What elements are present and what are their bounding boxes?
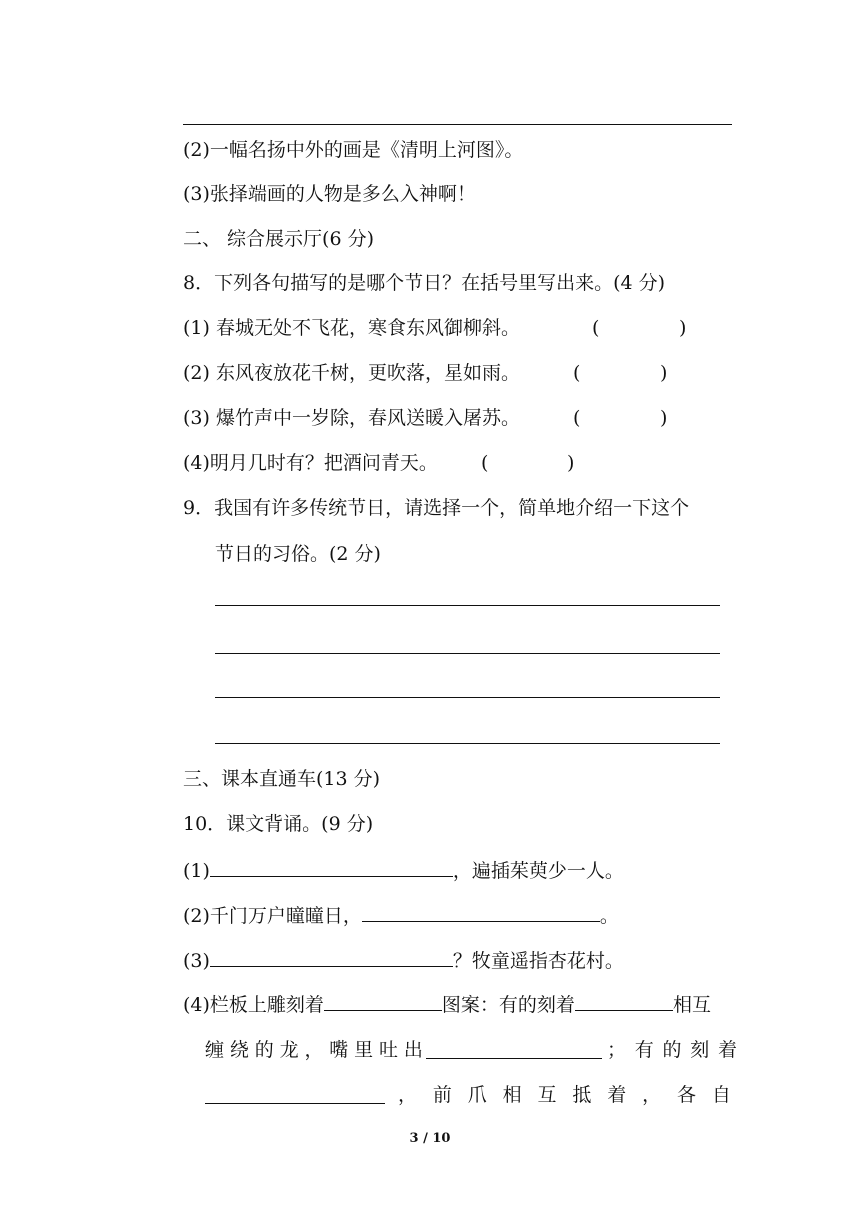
char: 着	[717, 1039, 737, 1061]
char: 刻	[690, 1039, 710, 1061]
q10-1-blank[interactable]	[210, 856, 453, 877]
q8-item-1: (1) 春城无处不飞花，寒食东风御柳斜。	[183, 317, 520, 339]
q8-4-paren-open: (	[481, 452, 489, 474]
q8-4-paren-close: )	[567, 452, 575, 474]
q10-4-blank-2[interactable]	[575, 990, 673, 1011]
q8-1-paren-open: (	[592, 317, 600, 339]
answer-line-4[interactable]	[215, 743, 720, 744]
char: 自	[711, 1084, 731, 1106]
q10-1-prefix: (1)	[183, 860, 210, 882]
q10-item-1	[183, 856, 624, 885]
q10-4-blank-1[interactable]	[324, 990, 442, 1011]
answer-line-2[interactable]	[215, 653, 720, 654]
char: 缠	[205, 1039, 225, 1061]
char: 的	[662, 1039, 682, 1061]
question-9-continued: 节日的习俗。(2 分)	[215, 543, 381, 565]
char: 绕	[229, 1039, 249, 1061]
q10-2-suffix: 。	[599, 905, 619, 927]
q10-4-blank-3[interactable]	[426, 1038, 602, 1059]
item-3-text: (3)张择端画的人物是多么入神啊！	[183, 183, 476, 205]
char: ，	[304, 1039, 324, 1061]
section-3-heading: 三、课本直通车(13 分)	[183, 768, 381, 790]
question-10: 10．课文背诵。(9 分)	[183, 813, 374, 835]
question-8: 8．下列各句描写的是哪个节日？在括号里写出来。(4 分)	[183, 272, 666, 294]
q8-item-2: (2) 东风夜放花千树，更吹落，星如雨。	[183, 362, 520, 384]
q10-1-suffix: ，遍插茱萸少一人。	[452, 860, 624, 882]
char: 龙	[279, 1039, 299, 1061]
char: 相	[502, 1084, 522, 1106]
q10-4-blank-4[interactable]	[205, 1083, 385, 1104]
q8-2-paren-open: (	[573, 362, 581, 384]
char: 爪	[467, 1084, 487, 1106]
question-9: 9．我国有许多传统节日，请选择一个，简单地介绍一下这个	[183, 497, 690, 519]
char: 前	[432, 1084, 452, 1106]
char: 里	[354, 1039, 374, 1061]
q10-3-suffix: ？牧童遥指杏花村。	[452, 950, 624, 972]
char: 着	[607, 1084, 627, 1106]
section-2-heading: 二、 综合展示厅(6 分)	[183, 228, 374, 250]
char: 吐	[379, 1039, 399, 1061]
q10-4-line2-words-b	[607, 1036, 737, 1064]
char: 出	[403, 1039, 423, 1061]
answer-line-3[interactable]	[215, 697, 720, 698]
q10-item-3	[183, 946, 624, 975]
q10-4-line2-words	[205, 1036, 423, 1064]
q8-1-paren-close: )	[679, 317, 687, 339]
char: 互	[537, 1084, 557, 1106]
q10-4-mid-1: 图案：有的刻着	[441, 994, 575, 1016]
q8-item-3: (3) 爆竹声中一岁除，春风送暖入屠苏。	[183, 407, 520, 429]
char: ；	[607, 1039, 627, 1061]
q10-4-line3-words	[398, 1081, 731, 1109]
q10-3-blank[interactable]	[210, 946, 453, 967]
q8-3-paren-close: )	[660, 407, 668, 429]
q10-4-prefix: (4)栏板上雕刻着	[183, 994, 324, 1016]
answer-line-1[interactable]	[215, 605, 720, 606]
page-number: 3 / 10	[409, 1131, 451, 1146]
q10-4-mid-2: 相互	[672, 994, 711, 1016]
char: 各	[677, 1084, 697, 1106]
q10-item-4	[183, 990, 711, 1019]
header-rule	[183, 124, 732, 125]
char: 抵	[572, 1084, 592, 1106]
char: ，	[642, 1084, 662, 1106]
char: 有	[634, 1039, 654, 1061]
q8-2-paren-close: )	[660, 362, 668, 384]
item-2-text: (2)一幅名扬中外的画是《清明上河图》。	[183, 139, 524, 161]
q10-3-prefix: (3)	[183, 950, 210, 972]
char: 的	[254, 1039, 274, 1061]
q10-item-2	[183, 901, 619, 930]
q10-2-blank[interactable]	[362, 901, 600, 922]
char: ，	[398, 1084, 418, 1106]
q10-2-prefix: (2)千门万户曈曈日，	[183, 905, 362, 927]
char: 嘴	[329, 1039, 349, 1061]
q8-3-paren-open: (	[573, 407, 581, 429]
q8-item-4: (4)明月几时有？把酒问青天。	[183, 452, 438, 474]
